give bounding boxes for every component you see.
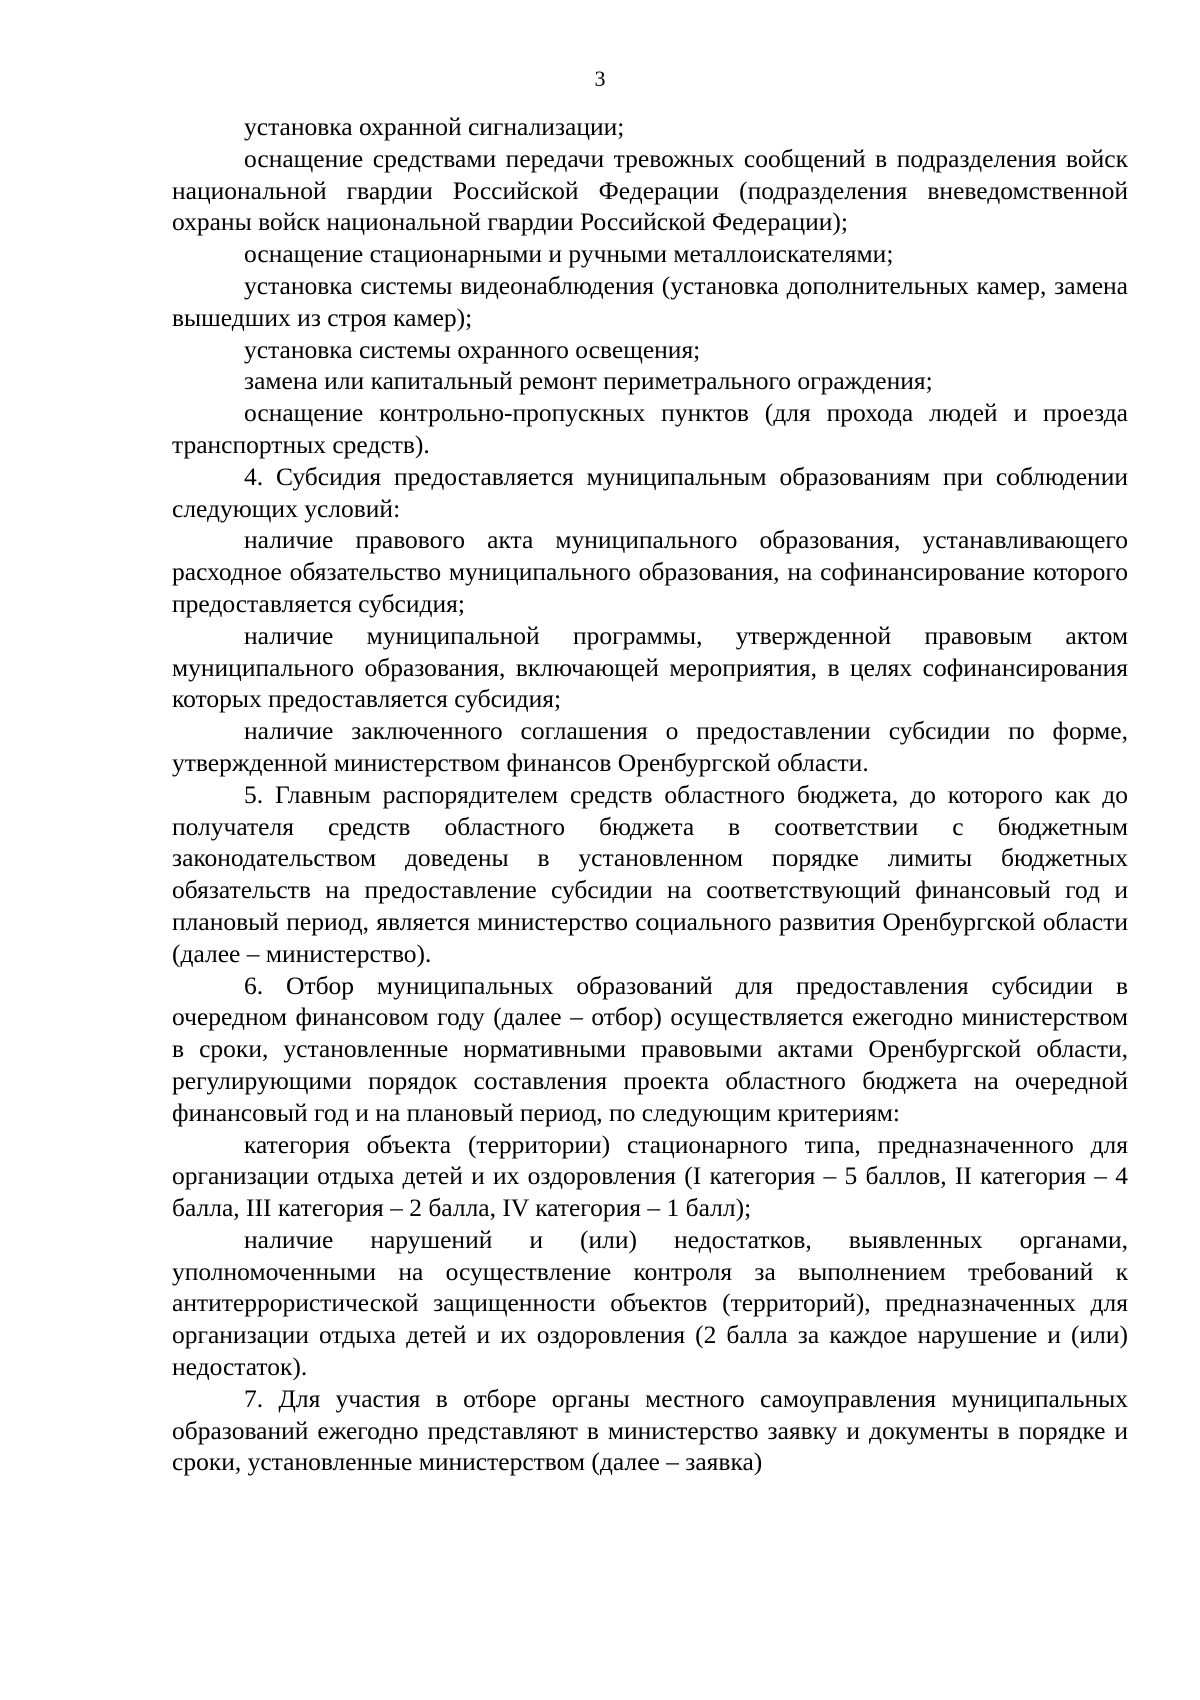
paragraph: категория объекта (территории) стационарного типа, предназначенного для организации отдыха детей и их оздоровления (I категория – 5 баллов, II категория – 4 балла, III категория – 2 балла, IV категория – 1 балл); (172, 1129, 1128, 1223)
paragraph: оснащение средствами передачи тревожных сообщений в подразделения войск национальной гвардии Российской Федерации (подразделения вневедомственной охраны войск национальной гвардии Российской Федерации); (172, 143, 1128, 237)
page-number: 3 (594, 66, 606, 91)
paragraph: оснащение стационарными и ручными металлоискателями; (244, 239, 894, 269)
paragraph: 7. Для участия в отборе органы местного самоуправления муниципальных образований ежегодно представляют в министерство заявку и документы в порядке и сроки, установленные министерством (далее – заявка) (172, 1383, 1128, 1477)
paragraph: оснащение контрольно-пропускных пунктов (для прохода людей и проезда транспортных средств). (172, 398, 1128, 459)
paragraph: наличие правового акта муниципального образования, устанавливающего расходное обязательство муниципального образования, на софинансирование которого предоставляется субсидия; (172, 525, 1128, 618)
paragraph: установка системы охранного освещения; (244, 334, 701, 364)
paragraph: 5. Главным распорядителем средств областного бюджета, до которого как до получателя средств областного бюджета в соответствии с бюджетным законодательством доведены в установленном порядке лимиты бюджетных обязательств на предоставление субсидии на соответствующий финансовый год и плановый период, является министерство социального развития Оренбургской области (далее – министерство). (172, 779, 1128, 968)
document-body (172, 111, 1128, 1478)
paragraph: наличие заключенного соглашения о предоставлении субсидии по форме, утвержденной министерством финансов Оренбургской области. (172, 716, 1128, 777)
paragraph: замена или капитальный ремонт периметрального ограждения; (244, 366, 933, 396)
paragraph: наличие муниципальной программы, утвержденной правовым актом муниципального образования, включающей мероприятия, в целях софинансирования которых предоставляется субсидия; (172, 620, 1128, 714)
paragraph: 4. Субсидия предоставляется муниципальным образованиям при соблюдении следующих условий: (172, 461, 1128, 523)
paragraph: 6. Отбор муниципальных образований для предоставления субсидии в очередном финансовом году (далее – отбор) осуществляется ежегодно министерством в сроки, установленные нормативными правовыми актами Оренбургской области, регулирующими порядок составления проекта областного бюджета на очередной финансовый год и на плановый период, по следующим критериям: (172, 970, 1128, 1127)
paragraph: установка охранной сигнализации; (244, 112, 625, 141)
paragraph: наличие нарушений и (или) недостатков, выявленных органами, уполномоченными на осуществление контроля за выполнением требований к антитеррористической защищенности объектов (территорий), предназначенных для организации отдыха детей и их оздоровления (2 балла за каждое нарушение и (или) недостаток). (172, 1224, 1128, 1382)
paragraph: установка системы видеонаблюдения (установка дополнительных камер, замена вышедших из строя камер); (172, 270, 1128, 332)
